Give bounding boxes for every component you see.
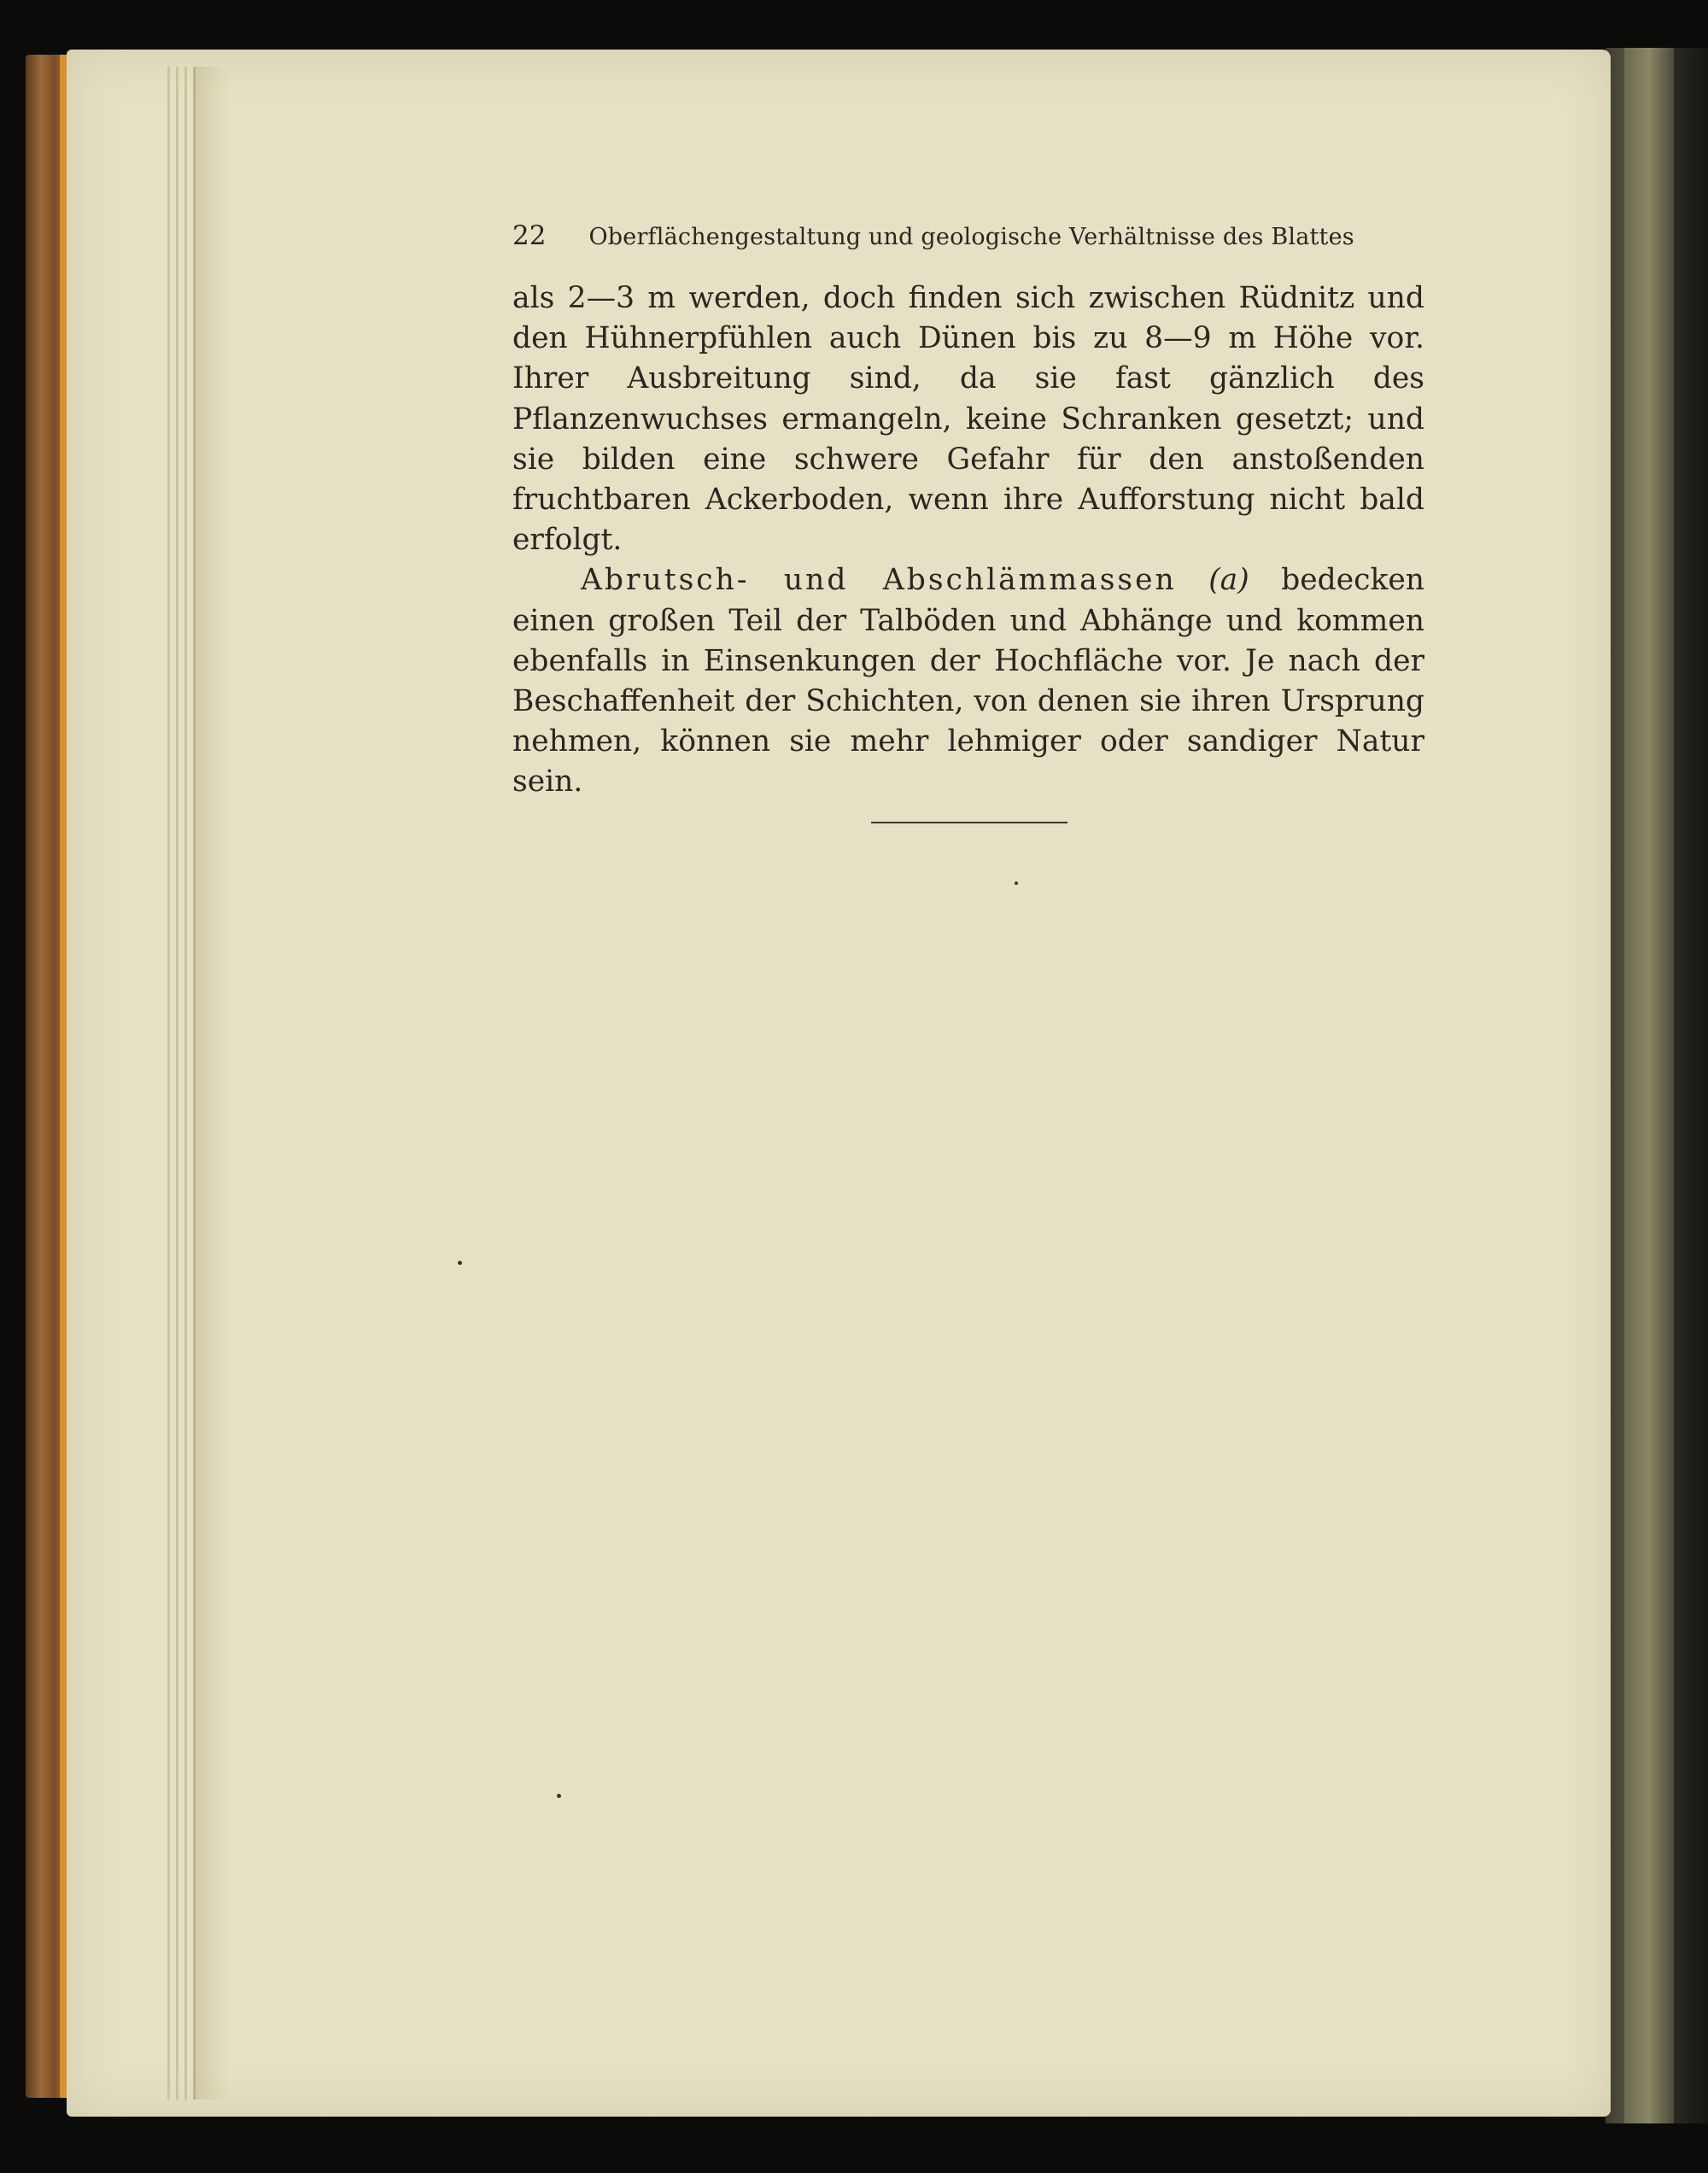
next-leaf-edge [1624,48,1674,2123]
section-term: Abrutsch- und Abschlämmassen [581,563,1177,598]
page-stack-line [184,67,187,2100]
running-head-title: Oberflächengestaltung und geologische Verhältnisse des Blattes [588,224,1354,250]
page-stack-line [176,67,178,2100]
page-content [512,220,1424,803]
map-symbol: (a) [1208,563,1249,598]
book-cover-edge-left [26,55,70,2098]
page-stack-line [167,67,170,2100]
paper-speck [1015,882,1018,885]
running-head [512,220,1424,258]
paragraph-abrutschmassen [512,560,1424,802]
gutter-shadow [195,67,229,2100]
paper-speck [557,1794,561,1798]
paragraph-dunes: als 2—3 m werden, doch finden sich zwischen Rüdnitz und den Hühnerpfühlen auch Dünen bis zu 8—9 m Höhe vor. Ihrer Ausbreitung sind, da sie fast gänzlich des Pflanzenwuchses ermangeln, keine Schranken gesetzt; und sie bilden eine schwere Gefahr für den anstoßenden fruchtbaren Ackerboden, wenn ihre Aufforstung nicht bald erfolgt. [512,281,1424,558]
book-edge-right [1606,48,1708,2123]
paragraph-text: bedecken einen großen Teil der Talböden und Abhänge und kommen ebenfalls in Einsenkungen der Hochfläche vor. Je nach der Beschaffenheit der Schichten, von denen sie ihren Ursprung nehmen, können sie mehr lehmiger oder sandiger Natur sein. [512,563,1425,800]
paper-speck [458,1261,462,1265]
page-number: 22 [512,220,547,251]
end-rule [871,822,1068,823]
